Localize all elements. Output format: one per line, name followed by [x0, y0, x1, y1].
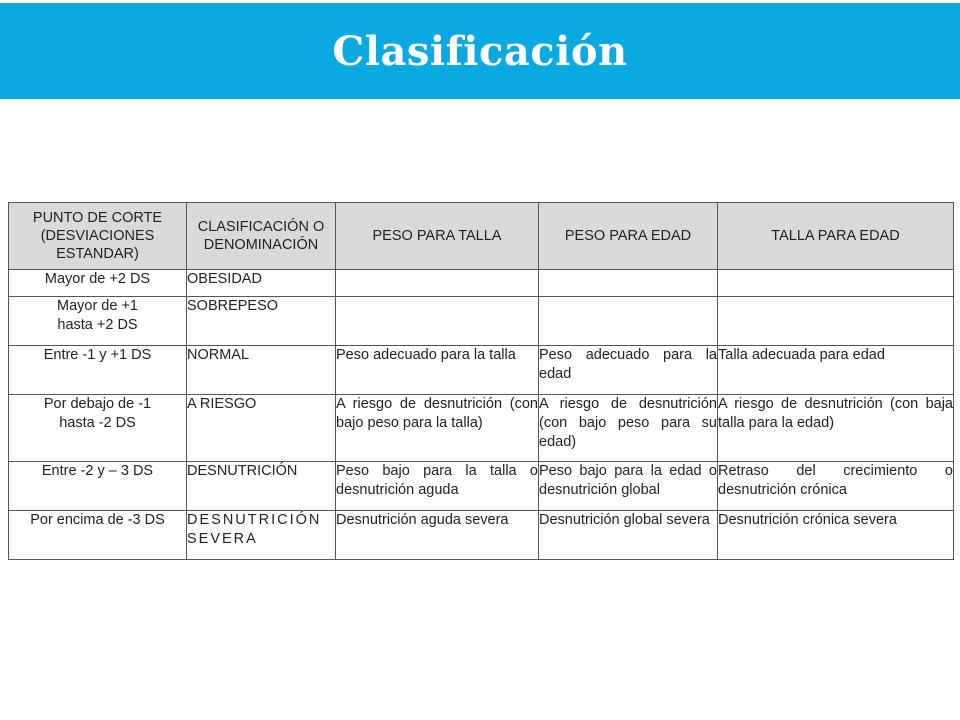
cut-point-cell: Entre -2 y – 3 DS	[9, 462, 187, 511]
peso-edad-cell: Peso adecuado para la edad	[539, 346, 718, 395]
classification-cell: OBESIDAD	[187, 270, 336, 297]
classification-cell: NORMAL	[187, 346, 336, 395]
peso-edad-cell: Desnutrición global severa	[539, 511, 718, 560]
talla-edad-cell	[718, 270, 954, 297]
peso-talla-cell: Peso bajo para la talla o desnutrición aguda	[336, 462, 539, 511]
peso-talla-cell	[336, 270, 539, 297]
table-row	[9, 395, 954, 462]
classification-cell: DESNUTRICIÓN SEVERA	[187, 511, 336, 560]
cut-point-cell: Por debajo de -1 hasta -2 DS	[9, 395, 187, 462]
classification-table	[8, 202, 954, 560]
peso-edad-cell: Peso bajo para la edad o desnutrición global	[539, 462, 718, 511]
talla-edad-cell: A riesgo de desnutrición (con baja talla para la edad)	[718, 395, 954, 462]
peso-edad-cell	[539, 297, 718, 346]
header-classification: CLASIFICACIÓN O DENOMINACIÓN	[187, 203, 336, 270]
cut-point-cell: Mayor de +2 DS	[9, 270, 187, 297]
table-row	[9, 462, 954, 511]
talla-edad-cell	[718, 297, 954, 346]
header-peso-talla: PESO PARA TALLA	[336, 203, 539, 270]
title-bar	[0, 3, 960, 99]
header-talla-edad: TALLA PARA EDAD	[718, 203, 954, 270]
classification-cell: SOBREPESO	[187, 297, 336, 346]
cut-point-cell: Mayor de +1 hasta +2 DS	[9, 297, 187, 346]
table-row	[9, 270, 954, 297]
talla-edad-cell: Desnutrición crónica severa	[718, 511, 954, 560]
slide-title: Clasificación	[332, 27, 628, 75]
cut-point-cell: Por encima de -3 DS	[9, 511, 187, 560]
classification-cell: DESNUTRICIÓN	[187, 462, 336, 511]
peso-talla-cell: A riesgo de desnutrición (con bajo peso para la talla)	[336, 395, 539, 462]
header-cut-point: PUNTO DE CORTE (DESVIACIONES ESTANDAR)	[9, 203, 187, 270]
peso-edad-cell: A riesgo de desnutrición (con bajo peso para su edad)	[539, 395, 718, 462]
classification-cell: A RIESGO	[187, 395, 336, 462]
peso-edad-cell	[539, 270, 718, 297]
peso-talla-cell: Desnutrición aguda severa	[336, 511, 539, 560]
cut-point-cell: Entre -1 y +1 DS	[9, 346, 187, 395]
table-row	[9, 511, 954, 560]
header-peso-edad: PESO PARA EDAD	[539, 203, 718, 270]
talla-edad-cell: Retraso del crecimiento o desnutrición crónica	[718, 462, 954, 511]
table-header-row	[9, 203, 954, 270]
peso-talla-cell	[336, 297, 539, 346]
peso-talla-cell: Peso adecuado para la talla	[336, 346, 539, 395]
talla-edad-cell: Talla adecuada para edad	[718, 346, 954, 395]
table-row	[9, 297, 954, 346]
table-row	[9, 346, 954, 395]
